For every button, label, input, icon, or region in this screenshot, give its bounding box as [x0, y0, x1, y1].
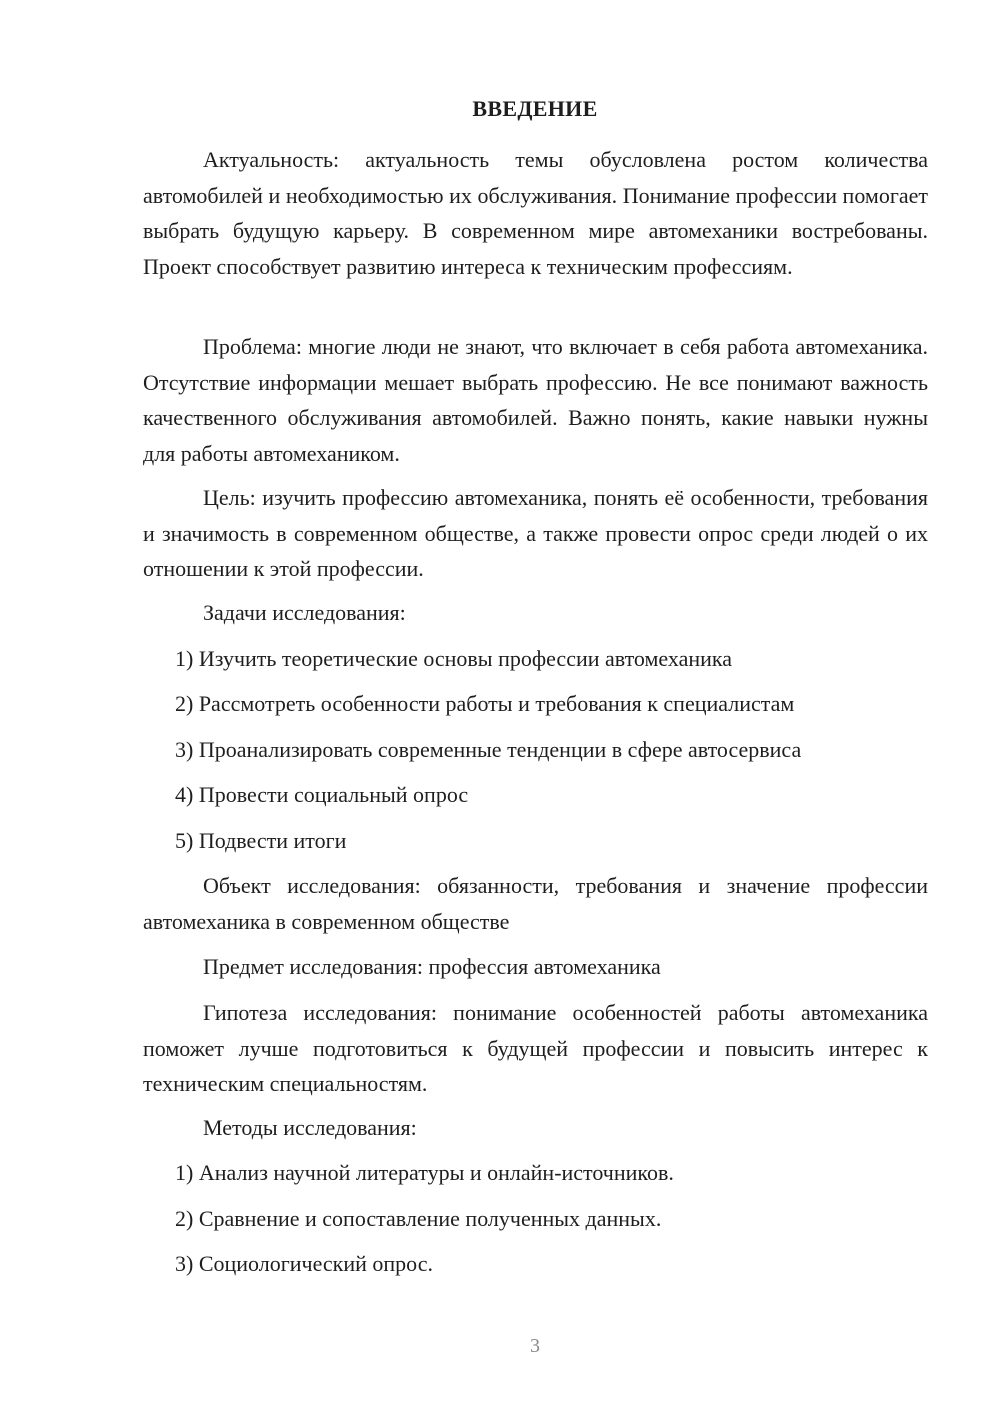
problem-paragraph: Проблема: многие люди не знают, что включает в себя работа автомеханика. Отсутствие информации мешает выбрать профессию. Не все понимают важность качественного обслуживания автомобилей. Важно понять, какие навыки нужны для работы автомехаником.: [143, 334, 928, 466]
page-number: 3: [530, 1335, 540, 1357]
subject-paragraph: Предмет исследования: профессия автомеханика: [203, 954, 661, 979]
task-item-4: 4) Провести социальный опрос: [175, 782, 469, 807]
relevance-paragraph: Актуальность: актуальность темы обусловлена ростом количества автомобилей и необходимостью их обслуживания. Понимание профессии помогает выбрать будущую карьеру. В современном мире автомеханики востребованы. Проект способствует развитию интереса к техническим профессиям.: [143, 147, 928, 279]
methods-heading: Методы исследования:: [203, 1115, 417, 1140]
object-paragraph: Объект исследования: обязанности, требования и значение профессии автомеханика в современном обществе: [143, 873, 928, 934]
page-title: ВВЕДЕНИЕ: [472, 96, 598, 121]
task-item-5: 5) Подвести итоги: [175, 828, 347, 853]
task-item-3: 3) Проанализировать современные тенденции в сфере автосервиса: [175, 737, 802, 762]
method-item-1: 1) Анализ научной литературы и онлайн-источников.: [175, 1160, 674, 1185]
hypothesis-paragraph: Гипотеза исследования: понимание особенностей работы автомеханика поможет лучше подготовиться к будущей профессии и повысить интерес к техническим специальностям.: [143, 1000, 928, 1096]
task-item-2: 2) Рассмотреть особенности работы и требования к специалистам: [175, 691, 795, 716]
tasks-heading: Задачи исследования:: [203, 600, 406, 625]
method-item-3: 3) Социологический опрос.: [175, 1251, 433, 1276]
method-item-2: 2) Сравнение и сопоставление полученных данных.: [175, 1206, 662, 1231]
goal-paragraph: Цель: изучить профессию автомеханика, понять её особенности, требования и значимость в современном обществе, а также провести опрос среди людей о их отношении к этой профессии.: [143, 485, 928, 581]
task-item-1: 1) Изучить теоретические основы профессии автомеханика: [175, 646, 733, 671]
